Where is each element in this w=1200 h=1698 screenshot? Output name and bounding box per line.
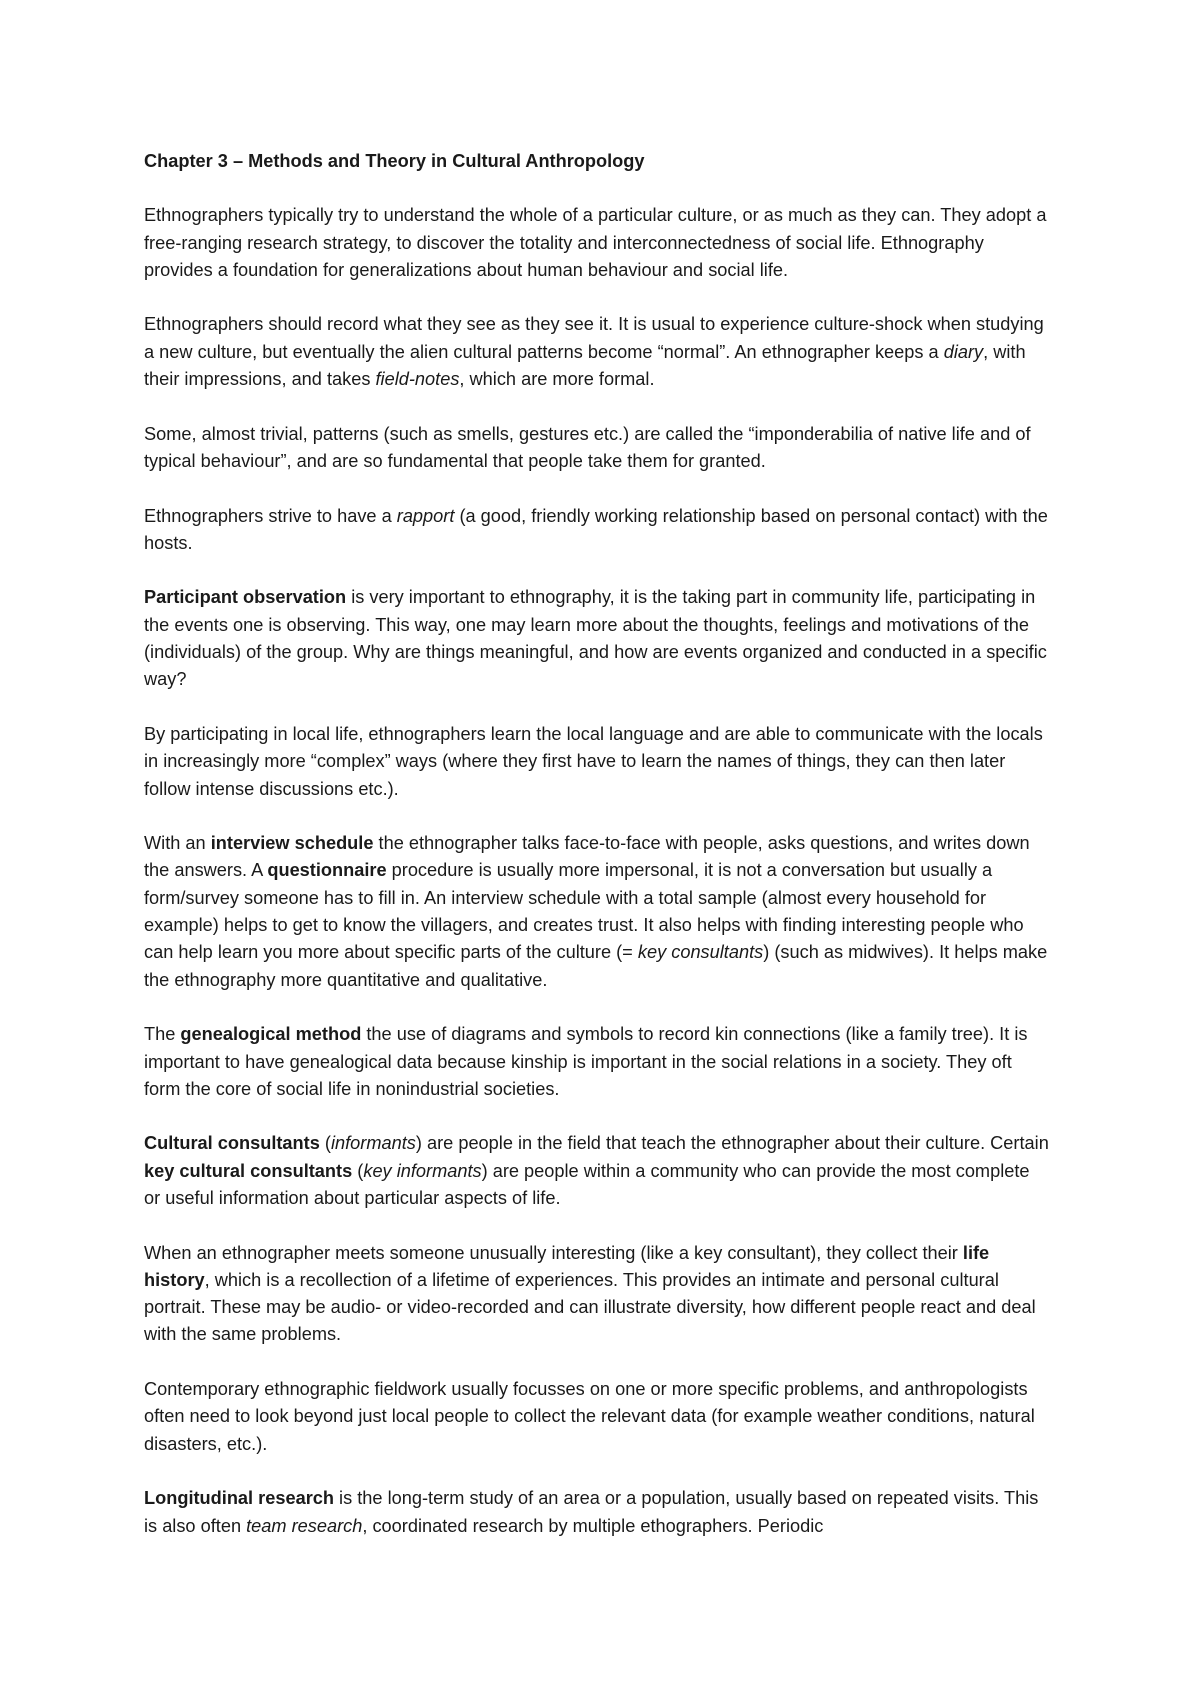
paragraph xyxy=(144,1485,1050,1540)
text-run: Ethnographers typically try to understand the whole of a particular culture, or as much as they can. They adopt a free-ranging research strategy, to discover the totality and interconnectedness of social life. Ethnography provides a foundation for generalizations about human behaviour and social life. xyxy=(144,205,1047,280)
bold-term: life history xyxy=(144,1242,990,1290)
italic-term: field-notes xyxy=(375,369,460,390)
text-run: Contemporary ethnographic fieldwork usually focusses on one or more specific problems, and anthropologists often need to look beyond just local people to collect the relevant data (for example weather conditions, natural disasters, etc.). xyxy=(144,1379,1035,1454)
text-run: is the long-term study of an area or a population, usually based on repeated visits. This is also often xyxy=(144,1488,1039,1536)
italic-term: rapport xyxy=(396,505,455,526)
text-run: the ethnographer talks face-to-face with people, asks questions, and writes down the answers. A xyxy=(144,833,1030,881)
text-run: By participating in local life, ethnographers learn the local language and are able to communicate with the locals in increasingly more “complex” ways (where they first have to learn the names of things, they can then later follow intense discussions etc.). xyxy=(144,723,1043,799)
text-run: the use of diagrams and symbols to record kin connections (like a family tree). It is important to have genealogical data because kinship is important in the social relations in a society. They oft form the core of social life in nonindustrial societies. xyxy=(144,1024,1028,1099)
text-run: , which is a recollection of a lifetime of experiences. This provides an intimate and personal cultural portrait. These may be audio- or video-recorded and can illustrate diversity, how different people react and deal with the same problems. xyxy=(144,1269,1036,1345)
italic-term: key informants xyxy=(363,1160,482,1181)
bold-term: genealogical method xyxy=(180,1024,362,1045)
italic-term: informants xyxy=(330,1133,416,1154)
page-title: Chapter 3 – Methods and Theory in Cultural Anthropology xyxy=(144,151,645,171)
italic-term: key consultants xyxy=(637,942,764,963)
text-run: The xyxy=(144,1024,181,1045)
bold-term: Participant observation xyxy=(144,587,347,608)
text-run: ( xyxy=(319,1133,331,1154)
paragraph xyxy=(144,311,1050,393)
text-run: , with their impressions, and takes xyxy=(144,341,1026,390)
italic-term: diary xyxy=(943,341,984,362)
bold-term: questionnaire xyxy=(267,860,387,881)
paragraph xyxy=(144,421,1050,476)
text-run: (a good, friendly working relationship based on personal contact) with the hosts. xyxy=(144,505,1048,553)
text-run: , coordinated research by multiple ethographers. Periodic xyxy=(362,1515,824,1536)
paragraph xyxy=(144,830,1050,994)
bold-term: interview schedule xyxy=(210,833,374,854)
text-run: ) are people within a community who can provide the most complete or useful information about particular aspects of life. xyxy=(144,1160,1030,1208)
text-run: , which are more formal. xyxy=(459,369,655,390)
document-body xyxy=(144,202,1050,1540)
italic-term: team research xyxy=(246,1515,363,1536)
text-run: Ethnographers should record what they see as they see it. It is usual to experience culture-shock when studying a new culture, but eventually the alien cultural patterns become “normal”. An ethnographer keeps a xyxy=(144,314,1044,362)
paragraph xyxy=(144,202,1050,284)
text-run: Ethnographers strive to have a xyxy=(144,505,397,526)
paragraph xyxy=(144,1021,1050,1103)
text-run: With an xyxy=(144,833,211,854)
paragraph xyxy=(144,584,1050,693)
text-run: ) are people in the field that teach the ethnographer about their culture. Certain xyxy=(415,1133,1049,1154)
text-run: is very important to ethnography, it is the taking part in community life, participating in the events one is observing. This way, one may learn more about the thoughts, feelings and motivations of the (individuals) of the group. Why are things meaningful, and how are events organized and conducted in a specific way? xyxy=(144,587,1047,690)
text-run: ) (such as midwives). It helps make the ethnography more quantitative and qualitative. xyxy=(144,942,1048,990)
text-run: ( xyxy=(352,1160,364,1181)
paragraph xyxy=(144,1376,1050,1458)
bold-term: Cultural consultants xyxy=(144,1133,320,1154)
paragraph xyxy=(144,1130,1050,1212)
text-run: procedure is usually more impersonal, it is not a conversation but usually a form/survey someone has to fill in. An interview schedule with a total sample (almost every household for example) helps to get to know the villagers, and creates trust. It also helps with finding interesting people who can help learn you more about specific parts of the culture (= xyxy=(144,860,1024,963)
paragraph xyxy=(144,721,1050,803)
text-run: Some, almost trivial, patterns (such as smells, gestures etc.) are called the “imponderabilia of native life and of typical behaviour”, and are so fundamental that people take them for granted. xyxy=(144,423,1031,471)
paragraph xyxy=(144,1240,1050,1349)
bold-term: key cultural consultants xyxy=(144,1160,353,1181)
bold-term: Longitudinal research xyxy=(144,1488,334,1509)
text-run: When an ethnographer meets someone unusually interesting (like a key consultant), they collect their xyxy=(144,1242,963,1263)
paragraph xyxy=(144,503,1050,558)
